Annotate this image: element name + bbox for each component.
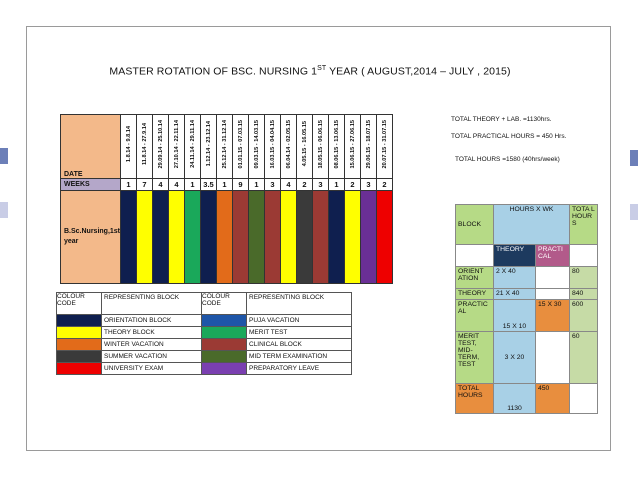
hours-orientation-label: ORIENT ATION xyxy=(456,267,494,289)
total-practical-hours: TOTAL PRACTICAL HOURS = 450 Hrs. xyxy=(451,133,567,140)
decor-right-top xyxy=(630,150,638,166)
legend-label: UNIVERSITY EXAM xyxy=(102,363,202,375)
date-header-text: 27.10.14 - 22.11.14 xyxy=(173,119,180,169)
date-header-4 xyxy=(185,115,201,179)
hours-practical-total: 600 xyxy=(570,300,598,332)
block-color-cell-0 xyxy=(121,191,137,284)
hours-theory-label: THEORY xyxy=(456,289,494,300)
hours-empty-cell-2 xyxy=(570,245,598,267)
page-title: MASTER ROTATION OF BSC. NURSING 1ST YEAR ( AUGUST,2014 – JULY , 2015) xyxy=(109,65,511,78)
hours-x-wk-header: HOURS X WK xyxy=(494,205,570,245)
legend-label: WINTER VACATION xyxy=(102,339,202,351)
block-color-cell-8 xyxy=(249,191,265,284)
weeks-cell-15: 3 xyxy=(361,179,377,191)
date-header-text: 29.09.14 - 25.10.14 xyxy=(157,119,164,169)
block-color-cell-3 xyxy=(169,191,185,284)
date-header-text: 09.03.15 - 14.03.15 xyxy=(253,119,260,169)
legend-label: THEORY BLOCK xyxy=(102,327,202,339)
legend-swatch xyxy=(202,351,247,363)
weeks-cell-4: 1 xyxy=(185,179,201,191)
legend-swatch xyxy=(202,363,247,375)
hours-total-label: TOTAL HOURS xyxy=(456,384,494,414)
date-header-15 xyxy=(361,115,377,179)
legend-row xyxy=(57,315,352,327)
block-color-cell-16 xyxy=(377,191,393,284)
legend-row xyxy=(57,339,352,351)
weeks-cell-1: 7 xyxy=(137,179,153,191)
weeks-cell-14: 2 xyxy=(345,179,361,191)
legend-swatch xyxy=(202,339,247,351)
hours-theory-total: 840 xyxy=(570,289,598,300)
block-color-cell-10 xyxy=(281,191,297,284)
date-header-16 xyxy=(377,115,393,179)
block-color-cell-7 xyxy=(233,191,249,284)
weeks-cell-5: 3.5 xyxy=(201,179,217,191)
legend-label: PUJA VACATION xyxy=(247,315,352,327)
block-color-cell-4 xyxy=(185,191,201,284)
date-label: DATE xyxy=(61,115,121,179)
legend-label: PREPARATORY LEAVE xyxy=(247,363,352,375)
hours-orientation-total: 80 xyxy=(570,267,598,289)
weeks-cell-10: 4 xyxy=(281,179,297,191)
block-color-cell-2 xyxy=(153,191,169,284)
total-hours: TOTAL HOURS =1580 (40hrs/week) xyxy=(455,156,560,163)
legend-row xyxy=(57,327,352,339)
date-header-13 xyxy=(329,115,345,179)
date-header-12 xyxy=(313,115,329,179)
date-header-text: 18.05.15 - 06.06.15 xyxy=(317,119,324,169)
date-header-6 xyxy=(217,115,233,179)
block-color-cell-13 xyxy=(329,191,345,284)
legend-row xyxy=(57,351,352,363)
decor-left-top xyxy=(0,148,8,164)
legend-header-colour-code-2: COLOUR CODE xyxy=(202,293,247,315)
date-header-2 xyxy=(153,115,169,179)
hours-total-header: TOTA L HOUR S xyxy=(570,205,598,245)
weeks-cell-2: 4 xyxy=(153,179,169,191)
date-header-text: 29.06.15 - 18.07.15 xyxy=(365,119,372,169)
date-header-text: 16.03.15 - 04.04.15 xyxy=(269,119,276,169)
date-header-text: 24.11.14 - 29.11.14 xyxy=(189,120,196,168)
hours-block-header: BLOCK xyxy=(456,205,494,245)
weeks-cell-11: 2 xyxy=(297,179,313,191)
legend-swatch xyxy=(57,339,102,351)
hours-practical-label: PRACTIC AL xyxy=(456,300,494,332)
legend-swatch xyxy=(202,315,247,327)
legend-label: ORIENTATION BLOCK xyxy=(102,315,202,327)
hours-theory-practical xyxy=(536,289,570,300)
date-header-text: 25.12.14 - 31.12.14 xyxy=(221,119,228,169)
hours-practical-theory: 15 X 10 xyxy=(494,300,536,332)
legend-table xyxy=(56,292,352,375)
date-header-text: 1.12.14 - 23.12.14 xyxy=(205,121,212,167)
weeks-label: WEEKS xyxy=(61,179,121,191)
date-header-text: 4.05.15 - 16.05.15 xyxy=(301,121,308,167)
block-color-cell-11 xyxy=(297,191,313,284)
date-header-5 xyxy=(201,115,217,179)
date-header-9 xyxy=(265,115,281,179)
weeks-cell-3: 4 xyxy=(169,179,185,191)
year-label: B.Sc.Nursing,1st year xyxy=(61,191,121,284)
hours-empty-cell xyxy=(456,245,494,267)
hours-practical-header: PRACTI CAL xyxy=(536,245,570,267)
date-header-8 xyxy=(249,115,265,179)
legend-label: SUMMER VACATION xyxy=(102,351,202,363)
date-header-11 xyxy=(297,115,313,179)
weeks-cell-12: 3 xyxy=(313,179,329,191)
legend-row xyxy=(57,363,352,375)
block-color-cell-12 xyxy=(313,191,329,284)
legend-swatch xyxy=(57,327,102,339)
hours-merit-total: 60 xyxy=(570,332,598,384)
legend-label: MERIT TEST xyxy=(247,327,352,339)
weeks-cell-9: 3 xyxy=(265,179,281,191)
hours-practical-value: 15 X 30 xyxy=(536,300,570,332)
block-color-cell-6 xyxy=(217,191,233,284)
date-header-text: 15.06.15 - 27.06.15 xyxy=(349,119,356,169)
date-header-10 xyxy=(281,115,297,179)
weeks-cell-6: 1 xyxy=(217,179,233,191)
date-header-text: 1.8.14 - 9.8.14 xyxy=(125,125,132,163)
total-theory-lab: TOTAL THEORY + LAB. =1130hrs. xyxy=(451,116,552,123)
legend-header-representing-block: REPRESENTING BLOCK xyxy=(102,293,202,315)
date-header-3 xyxy=(169,115,185,179)
date-header-1 xyxy=(137,115,153,179)
legend-label: CLINICAL BLOCK xyxy=(247,339,352,351)
hours-merit-label: MERIT TEST, MID- TERM, TEST xyxy=(456,332,494,384)
hours-table xyxy=(455,204,598,414)
weeks-cell-7: 9 xyxy=(233,179,249,191)
legend-header-representing-block-2: REPRESENTING BLOCK xyxy=(247,293,352,315)
legend-swatch xyxy=(202,327,247,339)
date-header-7 xyxy=(233,115,249,179)
block-color-cell-1 xyxy=(137,191,153,284)
block-color-cell-9 xyxy=(265,191,281,284)
hours-theory-header: THEORY xyxy=(494,245,536,267)
date-header-text: 20.07.15 - 31.07.15 xyxy=(381,119,388,169)
block-color-cell-15 xyxy=(361,191,377,284)
hours-orientation-practical xyxy=(536,267,570,289)
hours-merit-practical xyxy=(536,332,570,384)
block-color-cell-5 xyxy=(201,191,217,284)
block-color-cell-14 xyxy=(345,191,361,284)
hours-merit-value: 3 X 20 xyxy=(494,332,536,384)
date-header-text: 01.01.15 - 07.03.15 xyxy=(237,119,244,169)
date-header-text: 11.8.14 - 27.9.14 xyxy=(141,123,148,165)
date-header-14 xyxy=(345,115,361,179)
rotation-table xyxy=(60,114,393,284)
hours-theory-value: 21 X 40 xyxy=(494,289,536,300)
legend-label: MID TERM EXAMINATION xyxy=(247,351,352,363)
date-header-0 xyxy=(121,115,137,179)
weeks-cell-8: 1 xyxy=(249,179,265,191)
weeks-cell-16: 2 xyxy=(377,179,393,191)
date-header-text: 08.06.15 - 13.06.15 xyxy=(333,119,340,169)
legend-swatch xyxy=(57,351,102,363)
hours-total-practical: 450 xyxy=(536,384,570,414)
legend-swatch xyxy=(57,315,102,327)
weeks-cell-0: 1 xyxy=(121,179,137,191)
legend-swatch xyxy=(57,363,102,375)
decor-left-bottom xyxy=(0,202,8,218)
weeks-cell-13: 1 xyxy=(329,179,345,191)
hours-total-theory: 1130 xyxy=(494,384,536,414)
legend-header-colour-code: COLOUR CODE xyxy=(57,293,102,315)
decor-right-bottom xyxy=(630,204,638,220)
hours-orientation-value: 2 X 40 xyxy=(494,267,536,289)
hours-total-total xyxy=(570,384,598,414)
date-header-text: 06.04.14 - 02.05.15 xyxy=(285,119,292,169)
